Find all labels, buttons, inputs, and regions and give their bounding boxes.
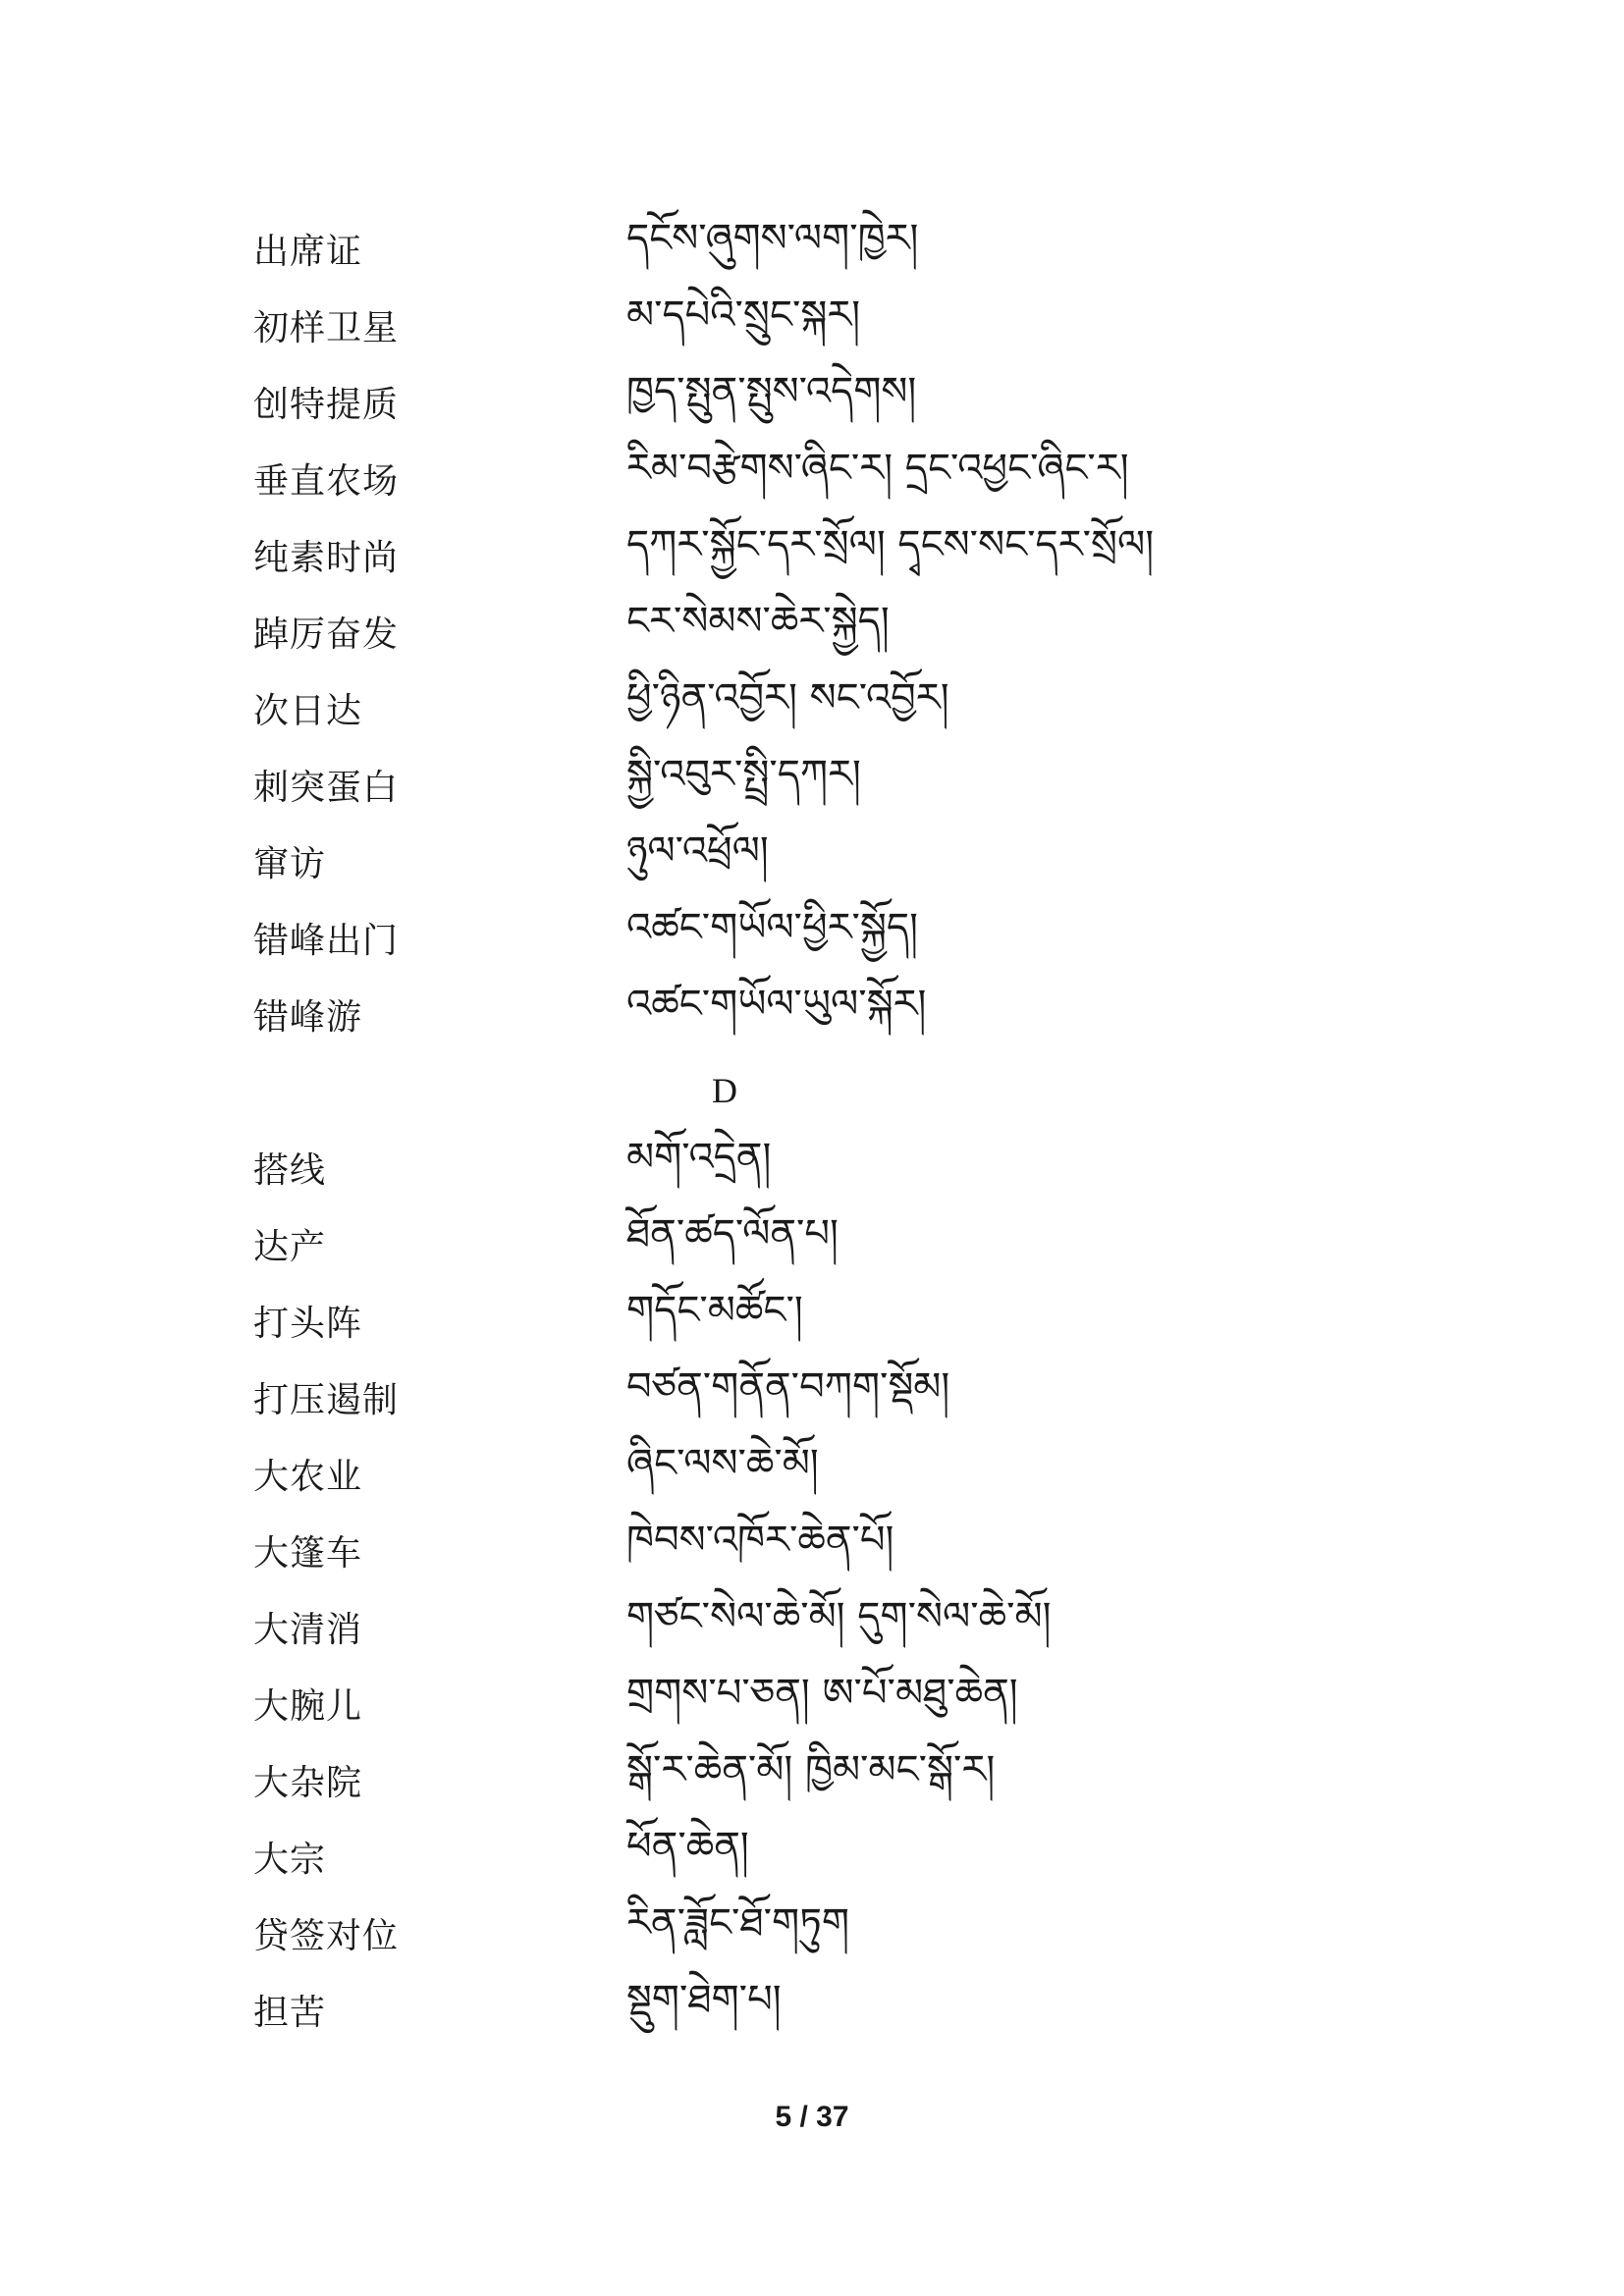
glossary-entry (253, 1359, 1392, 1435)
tibetan-term: ཕོན་ཆེན། (626, 1823, 749, 1869)
glossary-entry (253, 976, 1392, 1052)
tibetan-term: ཐོན་ཚད་ལོན་པ། (626, 1210, 839, 1256)
tibetan-term: སྐྱི་འབུར་སྤྲི་དཀར། (626, 751, 861, 797)
glossary-entry (253, 1741, 1392, 1818)
chinese-term: 达产 (253, 1226, 327, 1267)
chinese-term: 大宗 (253, 1839, 327, 1880)
chinese-term: 贷签对位 (253, 1915, 400, 1956)
tibetan-term: ཞིང་ལས་ཆེ་མོ། (626, 1440, 819, 1486)
chinese-term: 大清消 (253, 1609, 363, 1650)
tibetan-term: གྲགས་པ་ཅན། ཨ་པོ་མཐུ་ཆེན། (626, 1670, 1018, 1716)
glossary-entry (253, 1971, 1392, 2048)
chinese-term: 出席证 (253, 231, 363, 272)
chinese-term: 初样卫星 (253, 307, 400, 348)
glossary-list (253, 210, 1392, 2048)
tibetan-term: བཙན་གནོན་བཀག་སྡོམ། (626, 1363, 950, 1410)
tibetan-term: ཁྱད་སྤུན་སྤུས་འདེགས། (626, 368, 917, 414)
tibetan-term: དཀར་སྐྱོང་དར་སྲོལ། དྭངས་སང་དར་སྲོལ། (626, 521, 1155, 567)
chinese-term: 创特提质 (253, 384, 400, 425)
chinese-term: 刺突蛋白 (253, 767, 400, 808)
chinese-term: 大杂院 (253, 1762, 363, 1803)
glossary-entry (253, 1205, 1392, 1282)
tibetan-term: སྒོ་ར་ཆེན་མོ། ཁྱིམ་མང་སྒོ་ར། (626, 1746, 996, 1792)
chinese-term: 错峰游 (253, 996, 363, 1038)
tibetan-term: མ་དཔེའི་སྲུང་སྐར། (626, 292, 861, 338)
tibetan-term: འཚང་གཡོལ་ཕྱིར་སྐྱོད། (626, 904, 918, 950)
section-letter: D (712, 1071, 737, 1110)
tibetan-term: རིམ་བརྩེགས་ཞིང་ར། དྲང་འཕྱང་ཞིང་ར། (626, 445, 1129, 491)
tibetan-term: སྡུག་ཐེག་པ། (626, 1976, 782, 2022)
chinese-term: 窜访 (253, 843, 327, 884)
tibetan-term: གཙང་སེལ་ཆེ་མོ། དུག་སེལ་ཆེ་མོ། (626, 1593, 1052, 1639)
chinese-term: 打压遏制 (253, 1379, 400, 1420)
chinese-term: 纯素时尚 (253, 537, 400, 578)
tibetan-term: རིན་ཟློང་ཐོ་གཏུག (626, 1899, 850, 1946)
tibetan-term: ངར་སེམས་ཆེར་སྐྱེད། (626, 598, 890, 644)
chinese-term: 踔厉奋发 (253, 614, 400, 655)
chinese-term: 错峰出门 (253, 920, 400, 961)
tibetan-term: ཁེབས་འཁོར་ཆེན་པོ། (626, 1517, 894, 1563)
tibetan-term: མགོ་འདྲེན། (626, 1134, 772, 1180)
chinese-term: 垂直农场 (253, 460, 400, 502)
glossary-entry (253, 1895, 1392, 1971)
chinese-term: 打头阵 (253, 1303, 363, 1344)
section-heading (253, 1052, 1392, 1129)
chinese-term: 大腕儿 (253, 1685, 363, 1727)
chinese-term: 大农业 (253, 1456, 363, 1497)
tibetan-term: འཚང་གཡོལ་ཡུལ་སྐོར། (626, 981, 927, 1027)
chinese-term: 担苦 (253, 1992, 327, 2033)
tibetan-term: གདོང་མཚོང་། (626, 1287, 803, 1333)
tibetan-term: དངོས་ཞུགས་ལག་ཁྱེར། (626, 215, 919, 261)
tibetan-term: ཉུལ་འཕྲོལ། (626, 828, 769, 874)
chinese-term: 大篷车 (253, 1532, 363, 1574)
tibetan-term: ཕྱི་ཉིན་འབྱོར། སང་འབྱོར། (626, 674, 949, 721)
chinese-term: 搭线 (253, 1149, 327, 1191)
page-number: 5 / 37 (775, 2101, 849, 2133)
glossary-entry (253, 746, 1392, 823)
chinese-term: 次日达 (253, 690, 363, 731)
